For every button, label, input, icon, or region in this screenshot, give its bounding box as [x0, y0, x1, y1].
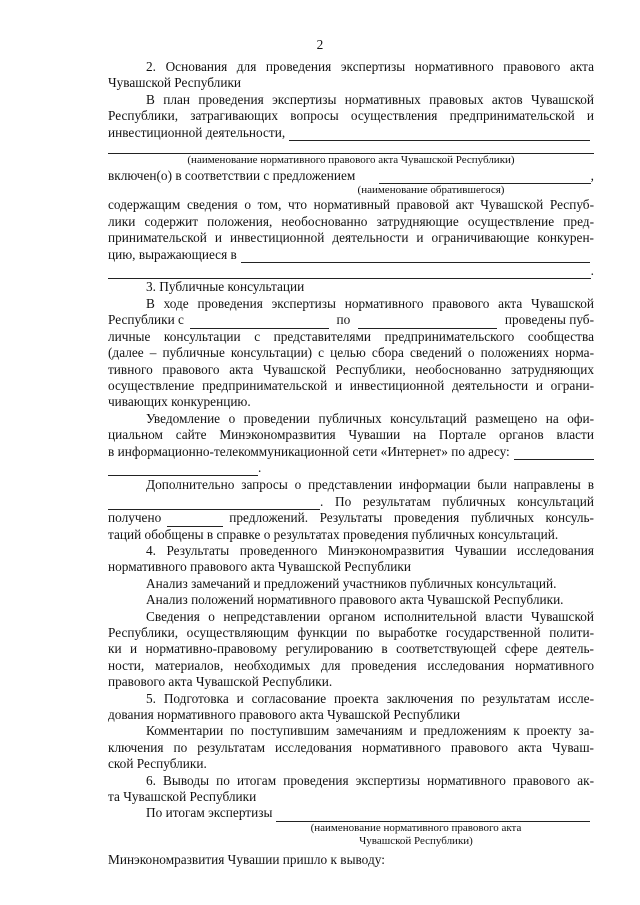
included-suffix: ,: [590, 168, 594, 184]
section-4-para-line-1: Сведения о непредставлении органом исполнительной власти Чувашской: [146, 608, 594, 624]
section-4-para-line-3: ки и нормативно-правовому регулированию в соответствующей сфере деятель-: [108, 641, 594, 657]
section-3-para-1-line-5: тивного правового акта Чувашской Республики, необоснованно затрудняющих: [108, 361, 594, 377]
section-5-para-line-3: ской Республики.: [108, 756, 207, 772]
date-to-blank[interactable]: [358, 317, 497, 329]
appellant-caption: (наименование обратившегося): [357, 184, 505, 197]
proposals-text: предложений. Результаты проведения публичных консуль-: [229, 510, 594, 526]
included-prefix: включен(о) в соответствии с предложением: [108, 168, 356, 184]
consultation-results-text: . По результатам публичных консультаций: [320, 493, 594, 509]
section-5-para-line-1: Комментарии по поступившим замечаниям и предложениям к проекту за-: [146, 723, 594, 739]
included-line: [108, 168, 594, 184]
act-name-blank-1[interactable]: [289, 129, 590, 141]
section-3-para-3-line-2: [108, 494, 594, 510]
republic-from-text: Республики с: [108, 312, 184, 328]
section-3-para-3-line-4: таций обобщены в справке о результатах проведения публичных консультаций.: [108, 526, 559, 542]
act-name-caption: (наименование нормативного правового акта Чувашской Республики): [187, 154, 515, 167]
received-label: получено: [108, 510, 162, 526]
section-3-para-1-line-7: чивающих конкуренцию.: [108, 394, 251, 410]
section-3-para-2-line-4: [108, 460, 594, 476]
section-2-heading-line-2: Чувашской Республики: [108, 75, 242, 91]
section-6-heading-line-2: та Чувашской Республики: [108, 789, 257, 805]
section-6-heading-line-1: 6. Выводы по итогам проведения экспертизы нормативного правового ак-: [146, 772, 594, 788]
section-2-para-2-line-4: [108, 247, 594, 263]
section-2-para-1-line-2: Республики, затрагивающих вопросы осуществления предпринимательской и: [108, 108, 594, 124]
page-number: 2: [316, 37, 324, 52]
proposals-count-blank[interactable]: [167, 515, 223, 527]
section-4-heading-line-2: нормативного правового акта Чувашской Республики: [108, 559, 411, 575]
expertise-result-line: [108, 805, 594, 821]
section-3-para-1-line-2: [108, 312, 594, 328]
section-2-para-2-line-2: лики содержит положения, необоснованно затрудняющие осуществление пред-: [108, 213, 594, 229]
expertise-caption-line-2: Чувашской Республики): [359, 834, 473, 847]
address-blank-1[interactable]: [514, 448, 594, 460]
expertise-act-blank[interactable]: [276, 810, 590, 822]
address-end-dot: .: [258, 459, 262, 475]
section-3-para-2-line-1: Уведомление о проведении публичных консультаций размещено на офи-: [146, 410, 594, 426]
section-3-para-3-line-3: [108, 510, 594, 526]
appellant-blank[interactable]: [379, 172, 590, 184]
expertise-caption-line-1: (наименование нормативного правового акта: [310, 821, 522, 834]
section-3-para-1-line-1: В ходе проведения экспертизы нормативного правового акта Чувашской: [146, 295, 594, 311]
restriction-line-2: [108, 263, 594, 279]
document-body: [108, 59, 594, 868]
section-4-item-1: Анализ замечаний и предложений участников публичных консультаций.: [146, 575, 557, 591]
section-4-para-line-2: Республики, осуществляющим функции по выработке государственной полити-: [108, 625, 594, 640]
section-5-para-line-2: ключения по результатам исследования нормативного правового акта Чуваш-: [108, 739, 594, 755]
section-4-para-line-5: правового акта Чувашской Республики.: [108, 674, 333, 690]
act-name-blank-2[interactable]: [108, 141, 594, 154]
section-2-para-2-line-1: содержащим сведения о том, что нормативный правовой акт Чувашской Респуб-: [108, 197, 594, 213]
section-3-para-1-line-4: (далее – публичные консультации) с целью сбора сведений о положениях норма-: [108, 345, 594, 361]
restriction-blank-2[interactable]: [108, 267, 591, 279]
internet-address-text: в информационно-телекоммуникационной сети «Интернет» по адресу:: [108, 443, 510, 459]
section-3-para-3-line-1: Дополнительно запросы о представлении информации были направлены в: [146, 477, 594, 493]
section-5-heading-line-1: 5. Подготовка и согласование проекта заключения по результатам иссле-: [146, 690, 594, 706]
section-2-para-1-line-3: [108, 125, 594, 141]
section-2-para-2-line-3: принимательской и инвестиционной деятельности и ограничивающие конкурен-: [108, 230, 594, 246]
section-4-item-2: Анализ положений нормативного правового акта Чувашской Республики.: [146, 592, 564, 608]
requests-recipient-blank[interactable]: [108, 498, 320, 510]
conclusion-line: Минэкономразвития Чувашии пришло к выводу:: [108, 851, 385, 867]
expressed-in-text: цию, выражающиеся в: [108, 246, 237, 262]
section-3-heading: 3. Публичные консультации: [146, 279, 305, 295]
section-3-para-1-line-6: осуществление предпринимательской и инвестиционной деятельности и ограни-: [108, 377, 594, 393]
investment-activity-text: инвестиционной деятельности,: [108, 124, 286, 140]
date-from-blank[interactable]: [190, 317, 329, 329]
section-2-heading-line-1: 2. Основания для проведения экспертизы нормативного правового акта: [146, 59, 594, 74]
address-blank-2[interactable]: [108, 464, 258, 476]
section-3-para-1-line-3: личные консультации с представителями предпринимательского сообщества: [108, 328, 594, 344]
section-4-heading-line-1: 4. Результаты проведенного Минэкономразвития Чувашии исследования: [146, 542, 594, 558]
section-2-para-1-line-1: В план проведения экспертизы нормативных правовых актов Чувашской: [146, 91, 594, 107]
section-3-para-2-line-3: [108, 444, 594, 460]
expertise-prefix: По итогам экспертизы: [146, 805, 273, 821]
conducted-text: проведены пуб-: [504, 312, 594, 328]
section-5-heading-line-2: дования нормативного правового акта Чувашской Республики: [108, 707, 461, 723]
section-3-para-2-line-2: циальном сайте Минэкономразвития Чувашии на Портале органов власти: [108, 427, 594, 443]
section-4-para-line-4: ности, материалов, необходимых для проведения исследования нормативного: [108, 657, 594, 673]
section-2-end-dot: .: [590, 263, 594, 279]
restriction-blank-1[interactable]: [241, 251, 590, 263]
date-to-label: по: [336, 312, 351, 328]
